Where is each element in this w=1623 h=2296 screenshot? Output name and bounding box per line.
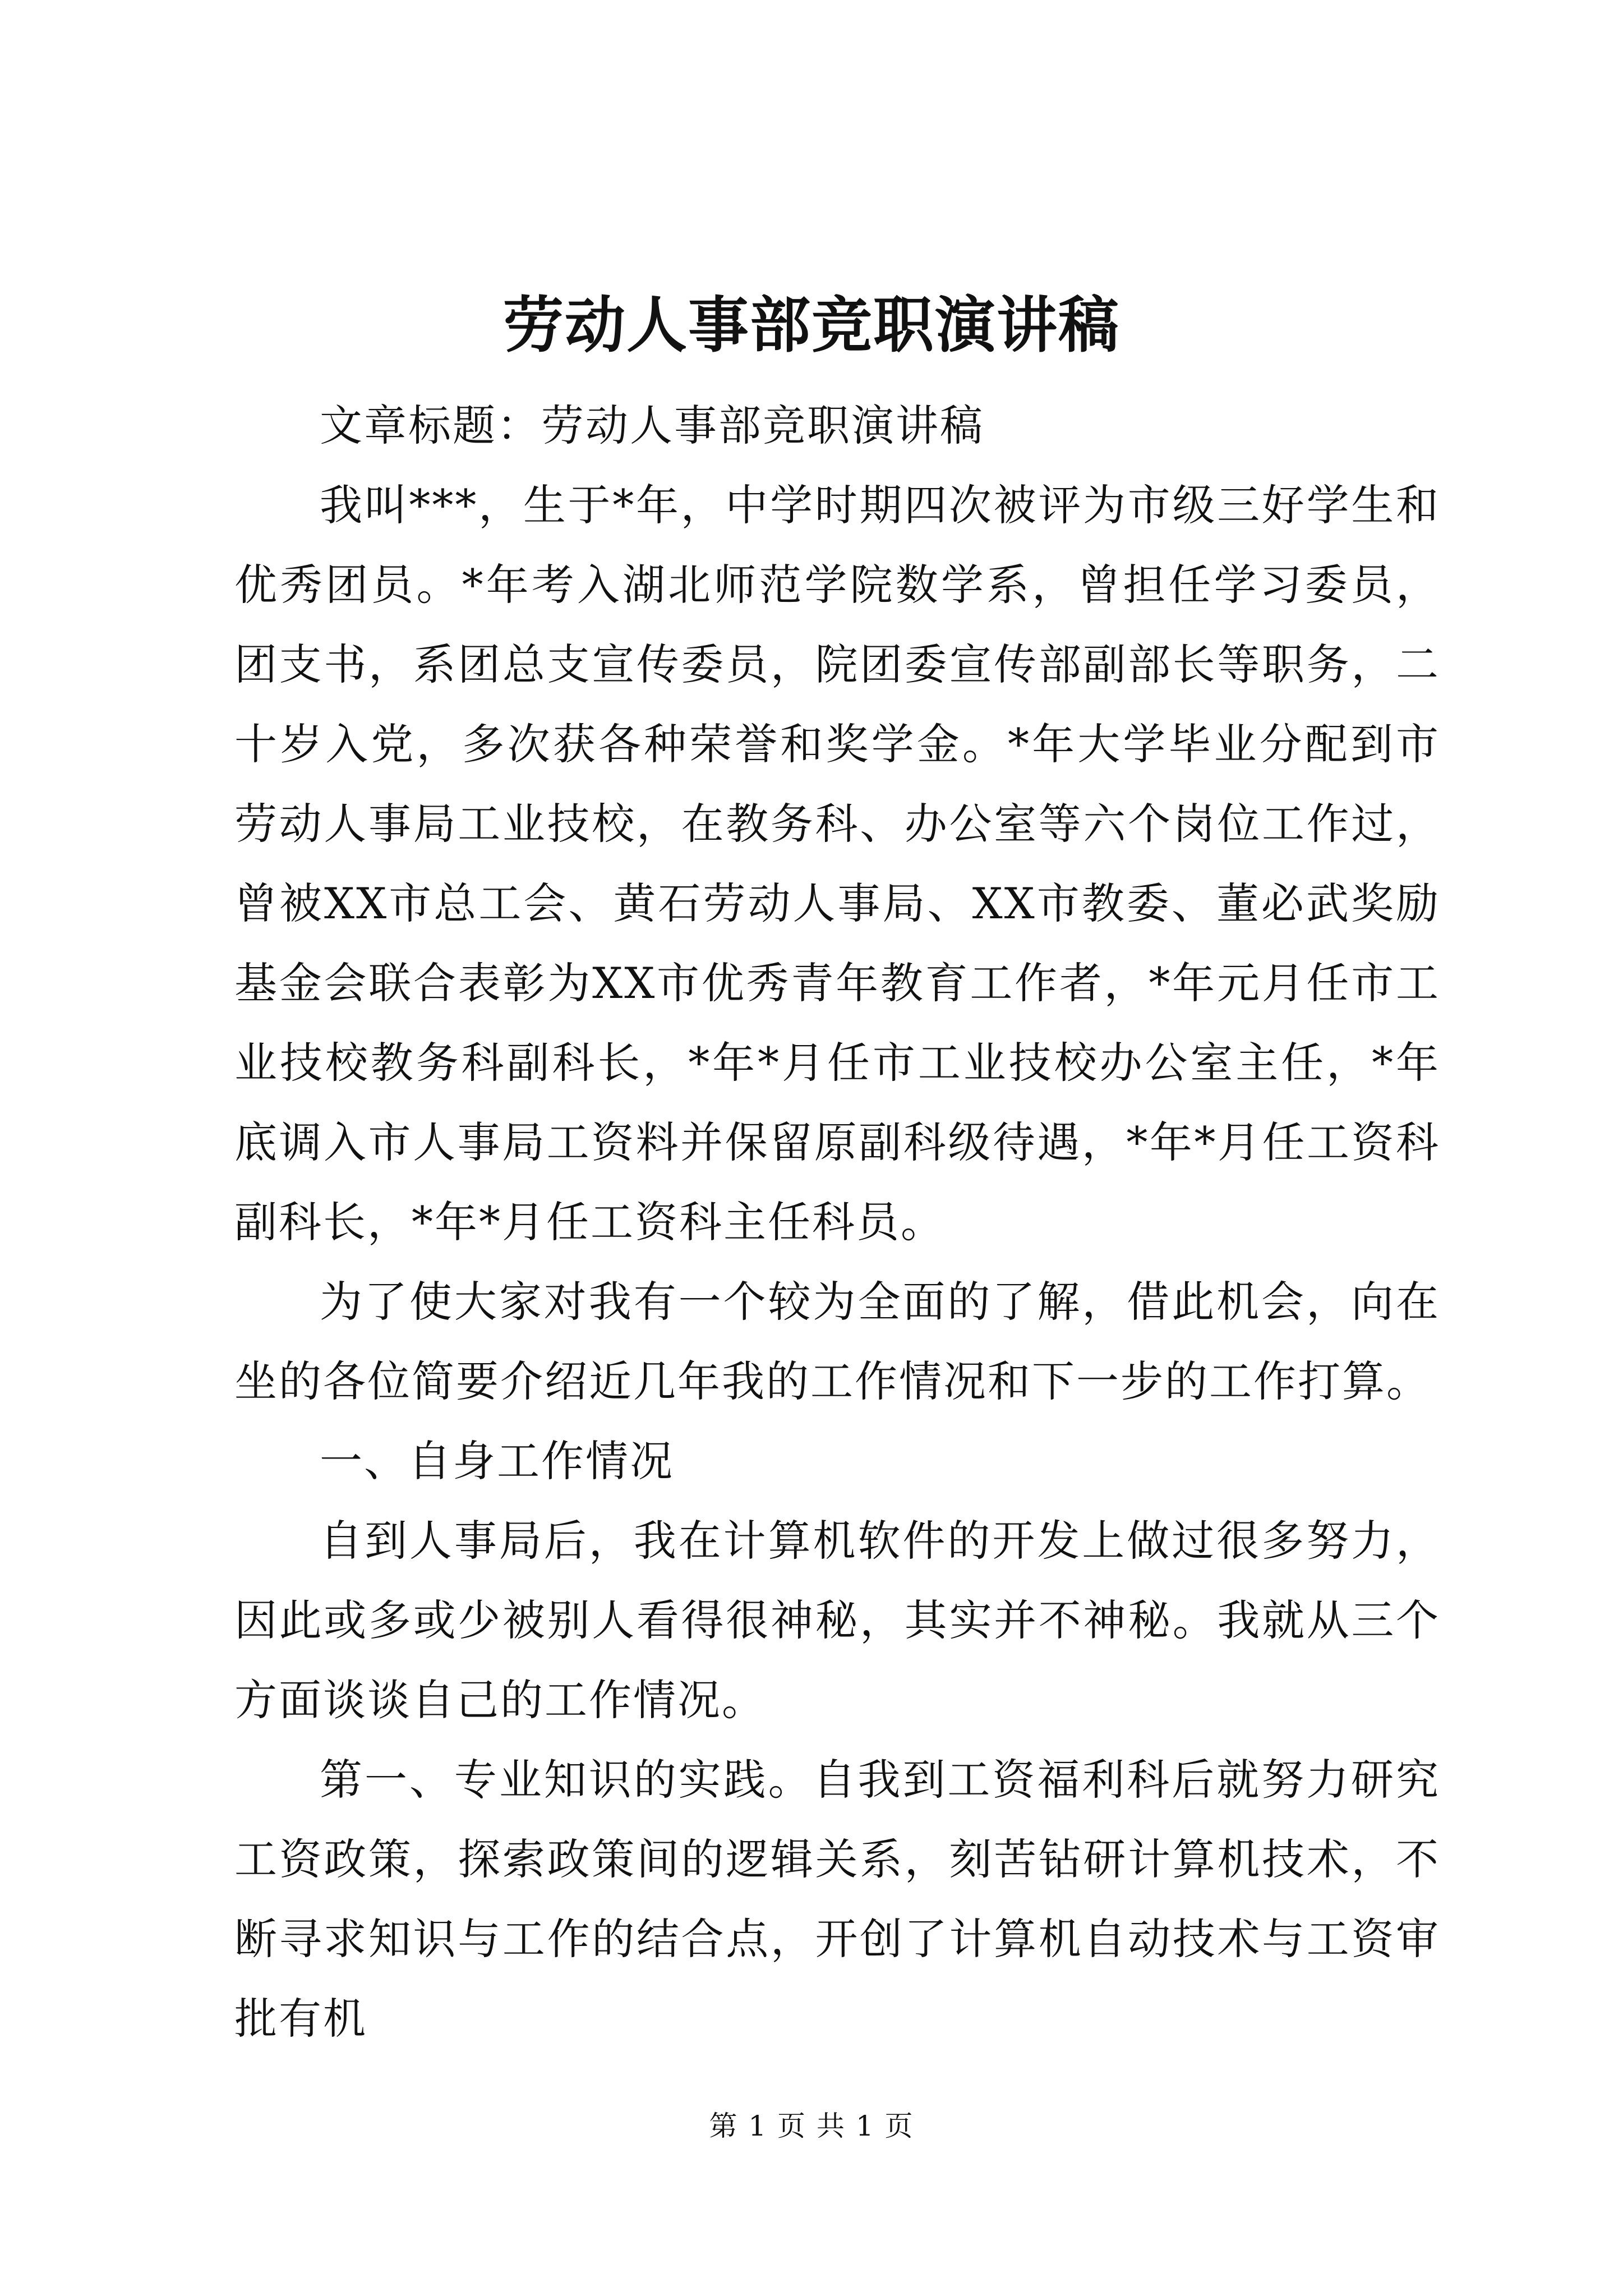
section-heading: 一、自身工作情况 [320,1436,674,1486]
paragraph-professional-practice: 第一、专业知识的实践。自我到工资福利科后就努力研究工资政策，探索政策间的逻辑关系，刻苦钻研计算机技术，不断寻求知识与工作的结合点，开创了计算机自动技术与工资审批有机 [234,1755,1440,2044]
document-body [234,386,1440,2059]
paragraph-biography: 我叫***，生于*年，中学时期四次被评为市级三好学生和优秀团员。*年考入湖北师范学院数学系，曾担任学习委员，团支书，系团总支宣传委员，院团委宣传部副部长等职务，二十岁入党，多次获各种荣誉和奖学金。*年大学毕业分配到市劳动人事局工业技校，在教务科、办公室等六个岗位工作过，曾被XX市总工会、黄石劳动人事局、XX市教委、董必武奖励基金会联合表彰为XX市优秀青年教育工作者，*年元月任市工业技校教务科副科长，*年*月任市工业技校办公室主任，*年底调入市人事局工资料并保留原副科级待遇，*年*月任工资科副科长，*年*月任工资科主任科员。 [234,480,1440,1247]
article-title-line: 文章标题：劳动人事部竞职演讲稿 [320,401,984,450]
document-title: 劳动人事部竞职演讲稿 [502,290,1120,361]
paragraph-introduction: 为了使大家对我有一个较为全面的了解，借此机会，向在坐的各位简要介绍近几年我的工作情况和下一步的工作打算。 [234,1277,1440,1406]
page-footer: 第 1 页 共 1 页 [709,2110,914,2142]
paragraph-work-overview: 自到人事局后，我在计算机软件的开发上做过很多努力，因此或多或少被别人看得很神秘，其实并不神秘。我就从三个方面谈谈自己的工作情况。 [234,1516,1440,1725]
